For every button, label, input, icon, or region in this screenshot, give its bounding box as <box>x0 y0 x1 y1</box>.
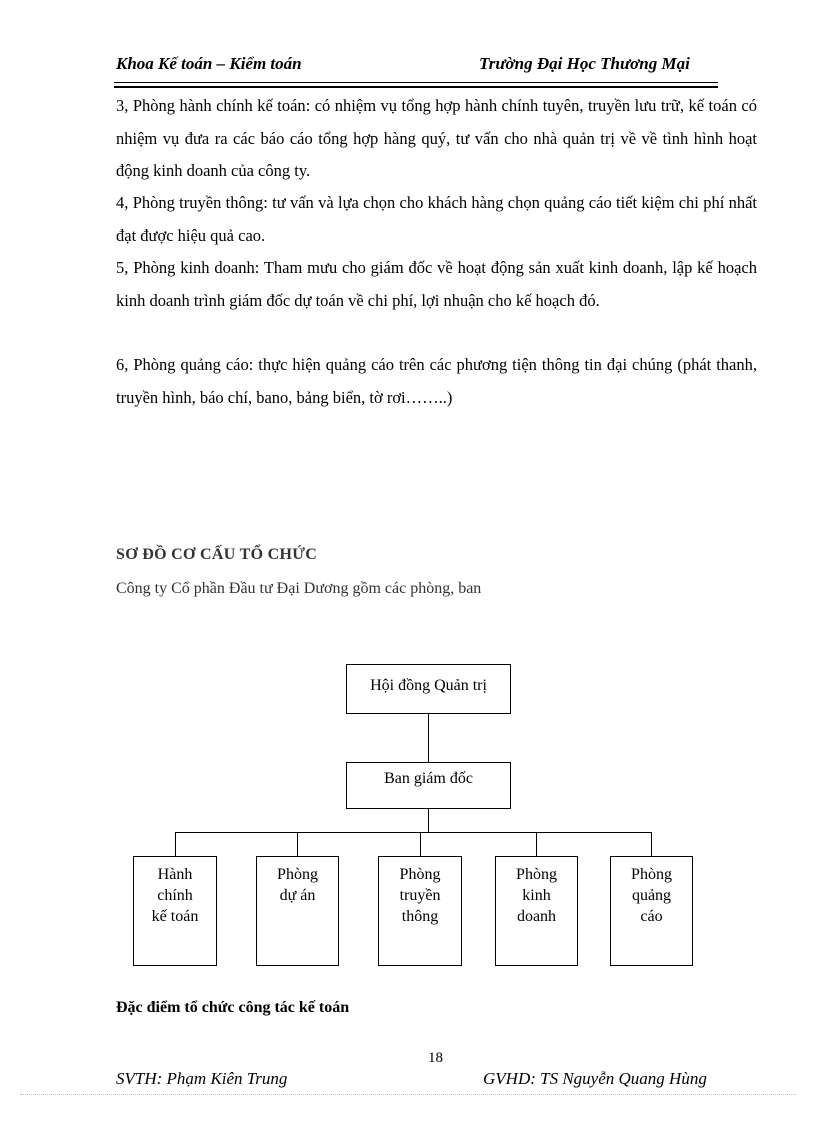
org-box-line: Phòng <box>631 866 672 883</box>
section-subtitle: Công ty Cổ phần Đầu tư Đại Dương gồm các phòng, ban <box>116 580 482 597</box>
paragraph-quang-cao: 6, Phòng quảng cáo: thực hiện quảng cáo trên các phương tiện thông tin đại chúng (phát thanh, truyền hình, báo chí, bano, bảng biển, tờ rơi……..) <box>116 355 757 407</box>
org-box-line: Phòng <box>277 866 318 883</box>
footer-student: SVTH: Phạm Kiên Trung <box>116 1069 288 1088</box>
org-box-board: Hội đồng Quản trị <box>346 664 511 714</box>
connector-director-bus <box>428 809 429 832</box>
connector-bus <box>175 832 652 833</box>
page-bottom-divider <box>20 1094 796 1095</box>
header-rule-bottom <box>114 86 718 88</box>
section-title: SƠ ĐỒ CƠ CẤU TỔ CHỨC <box>116 546 318 563</box>
org-box-line: truyền <box>399 887 441 904</box>
footer-supervisor: GVHD: TS Nguyễn Quang Hùng <box>483 1069 707 1088</box>
org-box-line: dự án <box>279 887 316 904</box>
org-box-line: Phòng <box>516 866 557 883</box>
org-box-line: kế toán <box>151 908 199 925</box>
page-number: 18 <box>428 1050 443 1066</box>
org-box-line: thông <box>401 908 439 925</box>
connector-board-director <box>428 714 429 762</box>
accounting-caption: Đặc điểm tổ chức công tác kế toán <box>116 999 350 1016</box>
connector-dept-2 <box>297 832 298 856</box>
paragraph-truyen-thong: 4, Phòng truyền thông: tư vấn và lựa chọn cho khách hàng chọn quảng cáo tiết kiệm chi phí nhất đạt được hiệu quả cao. <box>116 193 757 245</box>
connector-dept-4 <box>536 832 537 856</box>
org-box-line: chính <box>157 887 193 904</box>
org-box-projects <box>256 856 339 966</box>
header-faculty: Khoa Kế toán – Kiểm toán <box>116 54 302 73</box>
org-box-advertising <box>610 856 693 966</box>
org-box-directors: Ban giám đốc <box>346 762 511 809</box>
org-box-communications <box>378 856 462 966</box>
connector-dept-5 <box>651 832 652 856</box>
connector-dept-3 <box>420 832 421 856</box>
org-box-business <box>495 856 578 966</box>
connector-dept-1 <box>175 832 176 856</box>
org-box-accounting <box>133 856 217 966</box>
org-box-line: kinh <box>522 887 551 904</box>
org-box-line: Hành <box>157 866 193 883</box>
org-box-line: quảng <box>631 887 672 904</box>
org-box-line: cáo <box>640 908 663 925</box>
org-box-line: Phòng <box>399 866 441 883</box>
paragraph-hanh-chinh: 3, Phòng hành chính kế toán: có nhiệm vụ tổng hợp hành chính tuyên, truyền lưu trữ, kế toán có nhiệm vụ đưa ra các báo cáo tổng hợp hàng quý, tư vấn cho nhà quản trị về về tình hình hoạt động kinh doanh của công ty. <box>116 96 757 180</box>
header-rule-top <box>114 82 718 83</box>
header-university: Trường Đại Học Thương Mại <box>479 54 690 73</box>
org-box-line: doanh <box>516 908 557 925</box>
paragraph-kinh-doanh: 5, Phòng kinh doanh: Tham mưu cho giám đốc về hoạt động sản xuất kinh doanh, lập kế hoạch kinh doanh trình giám đốc dự toán về chi phí, lợi nhuận cho kế hoạch đó. <box>116 258 757 310</box>
